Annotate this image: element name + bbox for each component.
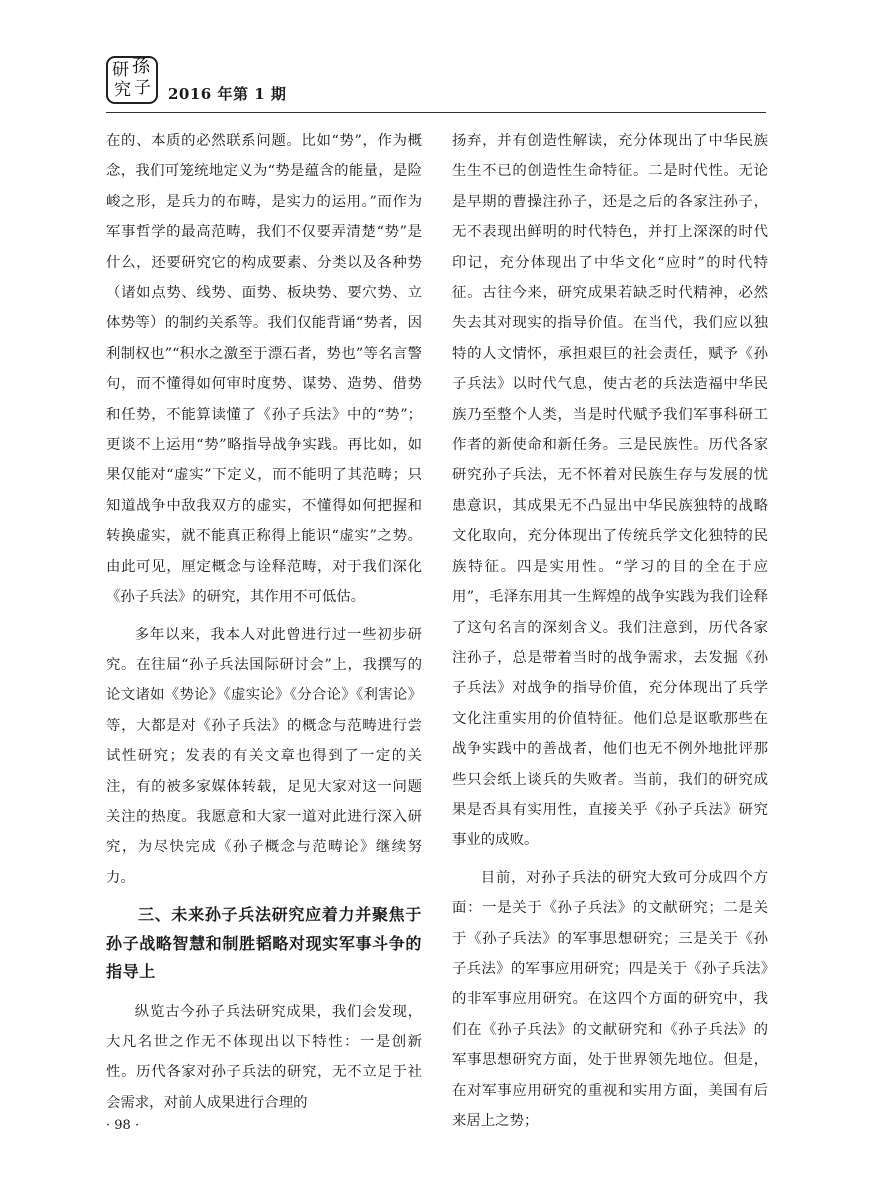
left-column — [106, 126, 422, 1118]
header-divider — [106, 112, 766, 113]
right-column — [452, 126, 768, 1136]
page-header — [106, 56, 766, 116]
page-number: · 98 · — [106, 1118, 140, 1133]
paragraph: 扬弃，并有创造性解读，充分体现出了中华民族生生不已的创造性生命特征。二是时代性。无论是早期的曹操注孙子，还是之后的各家注孙子，无不表现出鲜明的时代特色，并打上深深的时代印记，充分体现出了中华文化“应时”的时代特征。古往今来，研究成果若缺乏时代精神，必然失去其对现实的指导价值。在当代，我们应以独特的人文情怀，承担艰巨的社会责任，赋予《孙子兵法》以时代气息，使古老的兵法造福中华民族乃至整个人类，当是时代赋予我们军事科研工作者的新使命和新任务。三是民族性。历代各家研究孙子兵法，无不怀着对民族生存与发展的忧患意识，其成果无不凸显出中华民族独特的战略文化取向，充分体现出了传统兵学文化独特的民族特征。四是实用性。“学习的目的全在于应用”，毛泽东用其一生辉煌的战争实践为我们诠释了这句名言的深刻含义。我们注意到，历代各家注孙子，总是带着当时的战争需求，去发掘《孙子兵法》对战争的指导价值，充分体现出了兵学文化注重实用的价值特征。他们总是讴歌那些在战争实践中的善战者，他们也无不例外地批评那些只会纸上谈兵的失败者。当前，我们的研究成果是否具有实用性，直接关乎《孙子兵法》研究事业的成败。 — [452, 133, 768, 849]
logo-char: 究 — [114, 80, 131, 100]
logo-char: 研 — [112, 60, 129, 80]
journal-logo — [106, 56, 158, 104]
paragraph: 多年以来，我本人对此曾进行过一些初步研究。在往届“孙子兵法国际研讨会”上，我撰写的论文诸如《势论》《虚实论》《分合论》《利害论》等，大都是对《孙子兵法》的概念与范畴进行尝试性研究；发表的有关文章也得到了一定的关注，有的被多家媒体转载，足见大家对这一问题关注的热度。我愿意和大家一道对此进行深入研究，为尽快完成《孙子概念与范畴论》继续努力。 — [106, 626, 422, 886]
logo-char: 孫 — [132, 56, 150, 77]
issue-label: 2016 年第 1 期 — [168, 85, 287, 103]
section-heading: 三、未来孙子兵法研究应着力并聚焦于孙子战略智慧和制胜韬略对现实军事斗争的指导上 — [106, 905, 422, 982]
logo-char: 子 — [134, 78, 151, 98]
paragraph: 在的、本质的必然联系问题。比如“势”，作为概念，我们可笼统地定义为“势是蕴含的能量，是险峻之形，是兵力的布畴，是实力的运用。”而作为军事哲学的最高范畴，我们不仅要弄清楚“势”是什么，还要研究它的构成要素、分类以及各种势（诸如点势、线势、面势、板块势、要穴势、立体势等）的制约关系等。我们仅能背诵“势者，因利制权也”“积水之激至于漂石者，势也”等名言警句，而不懂得如何审时度势、谋势、造势、借势和任势，不能算读懂了《孙子兵法》中的“势”；更谈不上运用“势”略指导战争实践。再比如，如果仅能对“虚实”下定义，而不能明了其范畴；只知道战争中敌我双方的虚实，不懂得如何把握和转换虚实，就不能真正称得上能识“虚实”之势。由此可见，厘定概念与诠释范畴，对于我们深化《孙子兵法》的研究，其作用不可低估。 — [106, 133, 422, 606]
paragraph: 纵览古今孙子兵法研究成果，我们会发现，大凡名世之作无不体现出以下特性：一是创新性。历代各家对孙子兵法的研究，无不立足于社会需求，对前人成果进行合理的 — [106, 1003, 422, 1111]
paragraph: 目前，对孙子兵法的研究大致可分成四个方面：一是关于《孙子兵法》的文献研究；二是关于《孙子兵法》的军事思想研究；三是关于《孙子兵法》的军事应用研究；四是关于《孙子兵法》的非军事应用研究。在这四个方面的研究中，我们在《孙子兵法》的文献研究和《孙子兵法》的军事思想研究方面，处于世界领先地位。但是，在对军事应用研究的重视和实用方面，美国有后来居上之势； — [452, 869, 768, 1129]
